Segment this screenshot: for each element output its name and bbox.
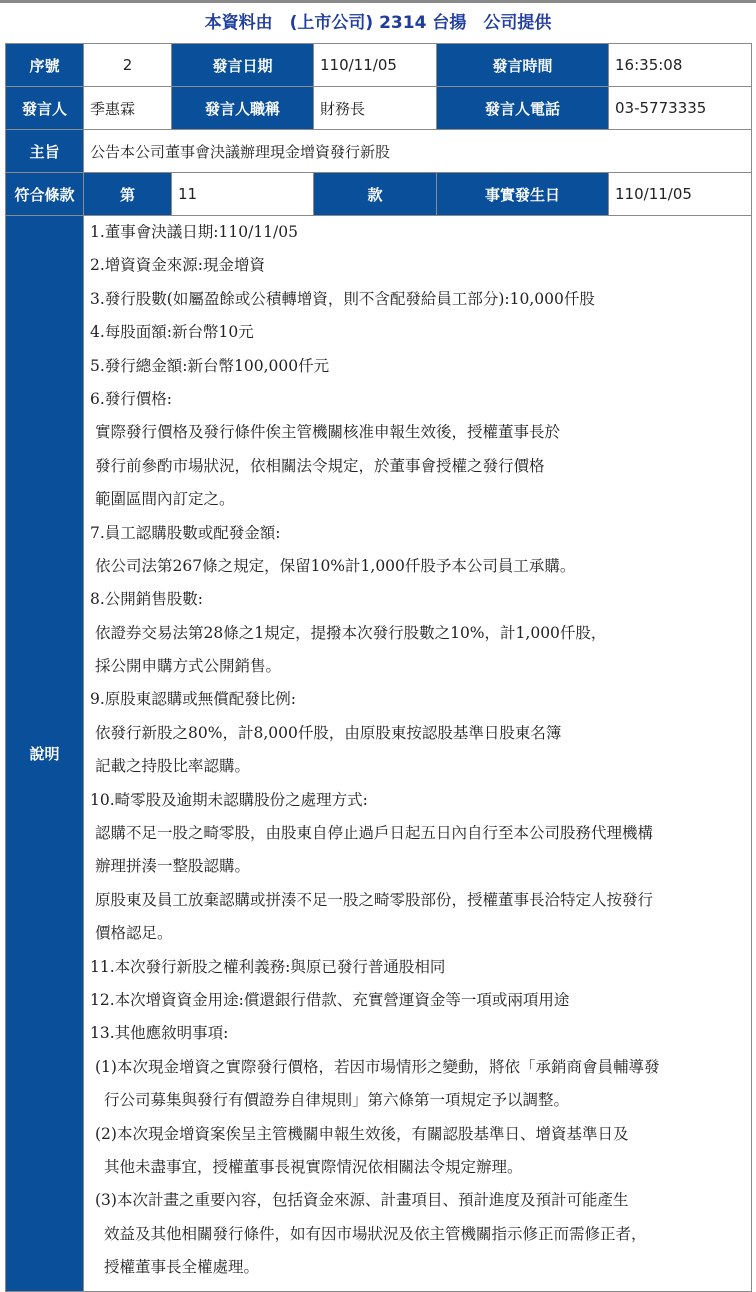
description-line: 7.員工認購股數或配發金額: bbox=[90, 523, 281, 542]
clause-kuan-label: 款 bbox=[314, 173, 437, 216]
speaker-value: 季惠霖 bbox=[84, 87, 172, 130]
description-line: 2.增資資金來源:現金增資 bbox=[90, 256, 266, 275]
description-line: 授權董事長全權處理。 bbox=[104, 1258, 260, 1277]
date-label: 發言日期 bbox=[172, 44, 314, 87]
seq-label: 序號 bbox=[6, 44, 84, 87]
description-line: 6.發行價格: bbox=[90, 389, 173, 408]
table-row bbox=[6, 87, 752, 130]
description-line: 行公司募集與發行有價證券自律規則」第六條第一項規定予以調整。 bbox=[104, 1091, 570, 1110]
description-line: 價格認足。 bbox=[95, 924, 173, 943]
table-row bbox=[6, 44, 752, 87]
phone-value: 03-5773335 bbox=[609, 87, 752, 130]
description-line: 1.董事會決議日期:110/11/05 bbox=[90, 223, 298, 241]
event-date-label: 事實發生日 bbox=[437, 173, 609, 216]
description-line: (2)本次現金增資案俟呈主管機關申報生效後，有關認股基準日、增資基準日及 bbox=[95, 1124, 629, 1143]
description-line: 11.本次發行新股之權利義務:與原已發行普通股相同 bbox=[90, 957, 446, 976]
description-line: 發行前參酌市場狀況，依相關法令規定，於董事會授權之發行價格 bbox=[95, 456, 545, 475]
clause-label: 符合條款 bbox=[6, 173, 84, 216]
description-line: (1)本次現金增資之實際發行價格，若因市場情形之變動，將依「承銷商會員輔導發 bbox=[95, 1057, 660, 1076]
description-line: 依證券交易法第28條之1規定，提撥本次發行股數之10%，計1,000仟股， bbox=[95, 623, 607, 642]
date-value: 110/11/05 bbox=[314, 44, 437, 87]
description-line: 實際發行價格及發行條件俟主管機關核准申報生效後，授權董事長於 bbox=[95, 423, 561, 442]
speaker-label: 發言人 bbox=[6, 87, 84, 130]
subject-value: 公告本公司董事會決議辦理現金增資發行新股 bbox=[84, 130, 752, 173]
description-line: 4.每股面額:新台幣10元 bbox=[90, 323, 254, 342]
provider-caption: 本資料由 (上市公司) 2314 台揚 公司提供 bbox=[204, 13, 552, 33]
announcement-table bbox=[5, 43, 752, 1292]
description-line: 辦理拼湊一整股認購。 bbox=[95, 857, 251, 876]
table-row bbox=[6, 216, 752, 1292]
description-body bbox=[84, 216, 752, 1292]
description-line: (3)本次計畫之重要內容，包括資金來源、計畫項目、預計進度及預計可能產生 bbox=[95, 1191, 629, 1210]
description-line: 8.公開銷售股數: bbox=[90, 590, 204, 609]
time-label: 發言時間 bbox=[437, 44, 609, 87]
clause-di-label: 第 bbox=[84, 173, 172, 216]
subject-label: 主旨 bbox=[6, 130, 84, 173]
speaker-title-label: 發言人職稱 bbox=[172, 87, 314, 130]
description-line: 範圍區間內訂定之。 bbox=[95, 490, 235, 509]
seq-value: 2 bbox=[84, 44, 172, 87]
event-date-value: 110/11/05 bbox=[609, 173, 752, 216]
table-row bbox=[6, 130, 752, 173]
description-line: 原股東及員工放棄認購或拼湊不足一股之畸零股部份，授權董事長洽特定人按發行 bbox=[95, 890, 654, 909]
description-line: 認購不足一股之畸零股，由股東自停止過戶日起五日內自行至本公司股務代理機構 bbox=[95, 824, 654, 843]
description-lines bbox=[90, 216, 745, 1285]
description-label: 說明 bbox=[6, 216, 84, 1292]
clause-number: 11 bbox=[172, 173, 314, 216]
description-line: 3.發行股數(如屬盈餘或公積轉增資，則不含配發給員工部分):10,000仟股 bbox=[90, 289, 595, 308]
description-line: 採公開申購方式公開銷售。 bbox=[95, 657, 282, 676]
description-line: 12.本次增資資金用途:償還銀行借款、充實營運資金等一項或兩項用途 bbox=[90, 990, 570, 1009]
description-line: 依發行新股之80%，計8,000仟股，由原股東按認股基準日股東名簿 bbox=[95, 723, 562, 742]
description-line: 記載之持股比率認購。 bbox=[95, 757, 251, 776]
time-value: 16:35:08 bbox=[609, 44, 752, 87]
description-line: 10.畸零股及逾期未認購股份之處理方式: bbox=[90, 790, 368, 809]
speaker-title-value: 財務長 bbox=[314, 87, 437, 130]
phone-label: 發言人電話 bbox=[437, 87, 609, 130]
description-line: 13.其他應敘明事項: bbox=[90, 1024, 229, 1043]
table-row bbox=[6, 173, 752, 216]
description-line: 其他未盡事宜，授權董事長視實際情況依相關法令規定辦理。 bbox=[104, 1157, 523, 1176]
description-line: 9.原股東認購或無償配發比例: bbox=[90, 690, 297, 709]
description-line: 效益及其他相關發行條件，如有因市場狀況及依主管機關指示修正而需修正者， bbox=[104, 1224, 647, 1243]
description-line: 依公司法第267條之規定，保留10%計1,000仟股予本公司員工承購。 bbox=[95, 556, 576, 575]
description-line: 5.發行總金額:新台幣100,000仟元 bbox=[90, 356, 330, 375]
